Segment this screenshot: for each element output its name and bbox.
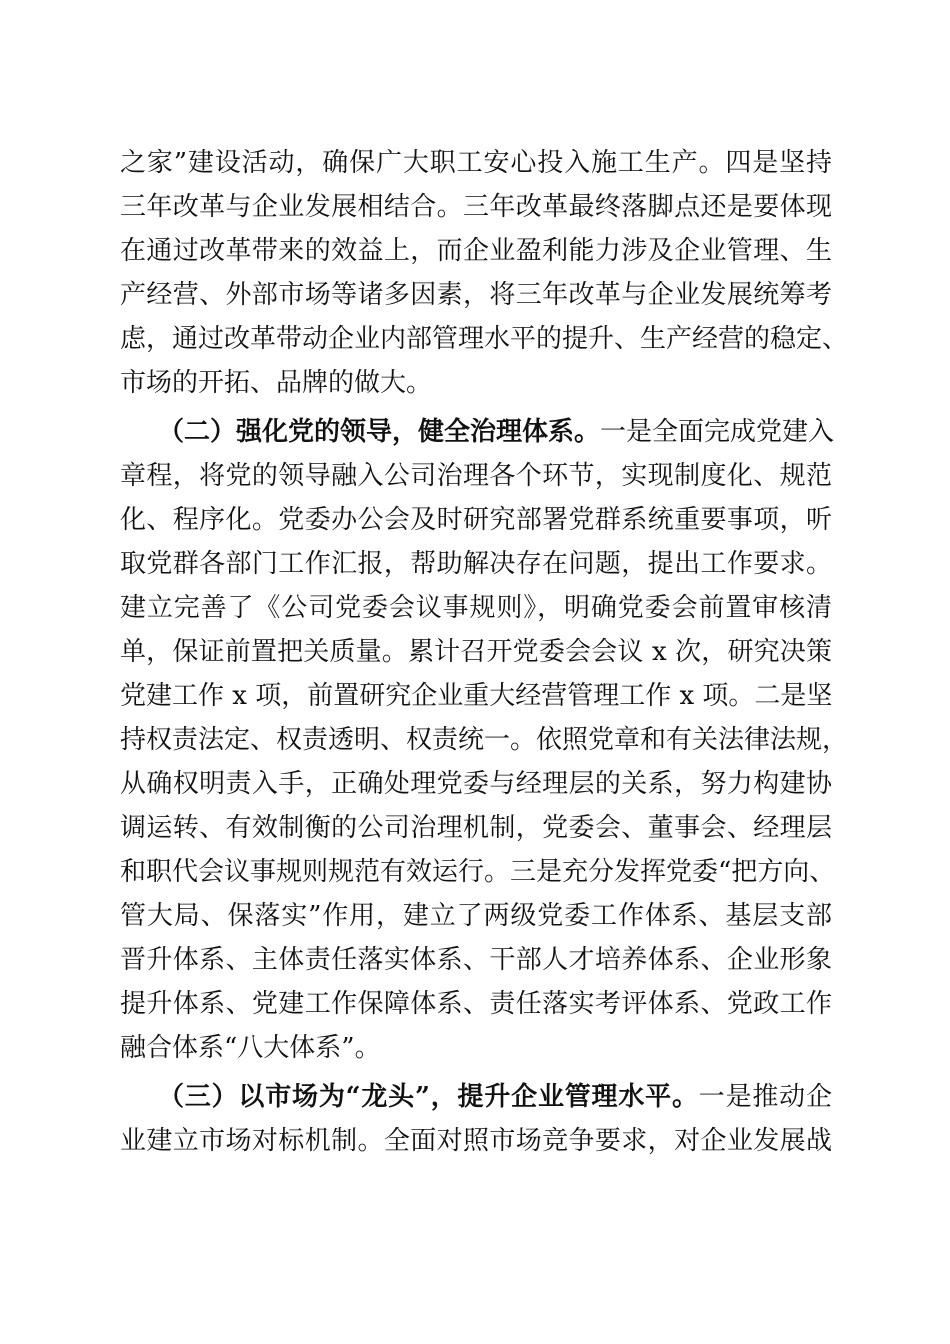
text-line: 晋升体系、主体责任落实体系、干部人才培养体系、企业形象: [120, 945, 832, 975]
text-line: 建立完善了《公司党委会议事规则》，明确党委会前置审核清: [120, 593, 832, 623]
text-line: 之家”建设活动，确保广大职工安心投入施工生产。四是坚持: [120, 148, 832, 178]
text-line: 融合体系“八大体系”。: [120, 1033, 381, 1063]
text-line: 虑，通过改革带动企业内部管理水平的提升、生产经营的稳定、: [120, 324, 849, 354]
text-line: 产经营、外部市场等诸多因素，将三年改革与企业发展统筹考: [120, 280, 832, 310]
paragraph-2: [120, 410, 849, 1070]
paragraph-3: [120, 1075, 832, 1163]
text-line: 持权责法定、权责透明、权责统一。依照党章和有关法律法规，: [120, 725, 849, 755]
text-line: 三年改革与企业发展相结合。三年改革最终落脚点还是要体现: [120, 192, 832, 222]
text-line: 和职代会议事规则规范有效运行。三是充分发挥党委“把方向、: [120, 857, 836, 887]
text-line: [120, 410, 835, 454]
text-line: 管大局、保落实”作用，建立了两级党委工作体系、基层支部: [120, 901, 832, 931]
paragraph-1: [120, 141, 849, 405]
section-heading: （二）强化党的领导，健全治理体系。: [158, 417, 601, 447]
text-line: 市场的开拓、品牌的做大。: [120, 368, 433, 398]
text-line: 单，保证前置把关质量。累计召开党委会会议 x 次，研究决策: [120, 637, 832, 667]
text-span: 一是全面完成党建入: [600, 417, 835, 447]
text-line: 取党群各部门工作汇报，帮助解决存在问题，提出工作要求。: [120, 549, 832, 579]
section-heading: （三）以市场为“龙头”，提升企业管理水平。: [158, 1082, 699, 1112]
text-line: 党建工作 x 项，前置研究企业重大经营管理工作 x 项。二是坚: [120, 681, 833, 711]
text-line: 从确权明责入手，正确处理党委与经理层的关系，努力构建协: [120, 769, 832, 799]
text-line: 调运转、有效制衡的公司治理机制，党委会、董事会、经理层: [120, 813, 832, 843]
text-line: 化、程序化。党委办公会及时研究部署党群系统重要事项，听: [120, 505, 832, 535]
text-span: 一是推动企: [698, 1082, 832, 1112]
text-line: 在通过改革带来的效益上，而企业盈利能力涉及企业管理、生: [120, 236, 832, 266]
text-line: 提升体系、党建工作保障体系、责任落实考评体系、党政工作: [120, 989, 832, 1019]
text-line: 章程，将党的领导融入公司治理各个环节，实现制度化、规范: [120, 461, 832, 491]
text-line: 业建立市场对标机制。全面对照市场竞争要求，对企业发展战: [120, 1126, 832, 1156]
document-page: [120, 141, 849, 1163]
text-line: [120, 1075, 832, 1119]
